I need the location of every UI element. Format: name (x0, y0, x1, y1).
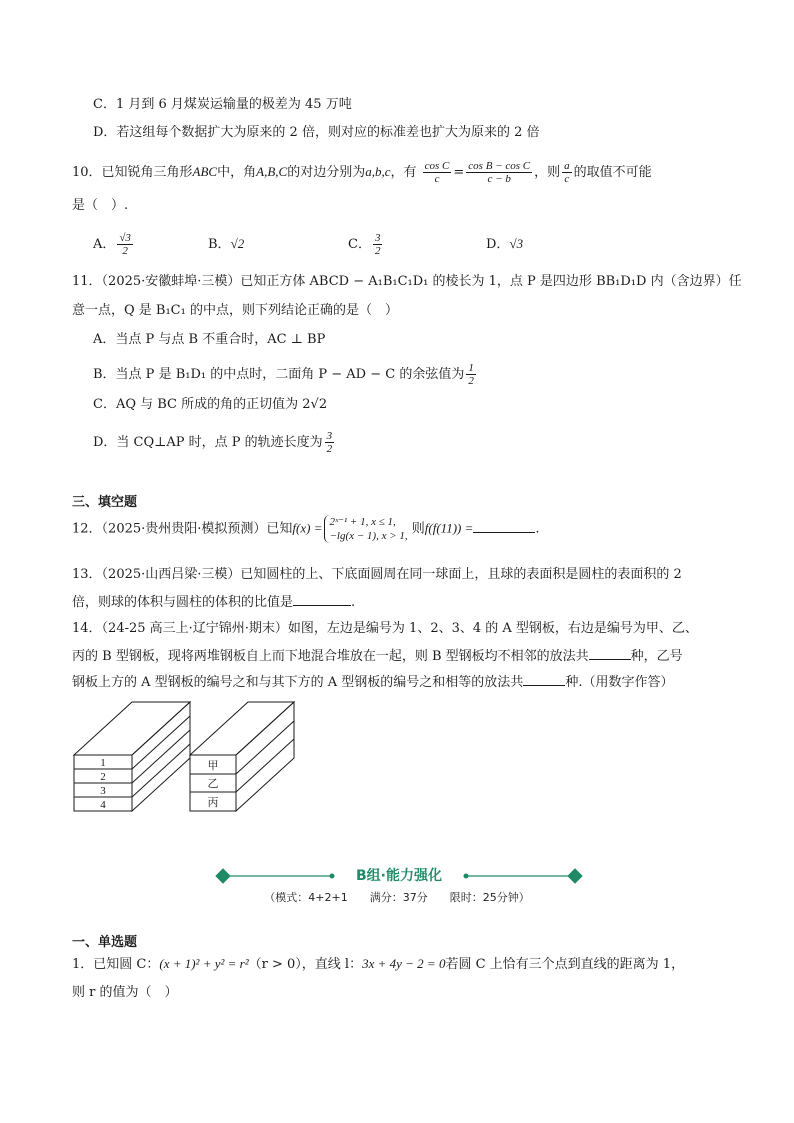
b1-circle-equation: (x + 1)² + y² = r² (159, 956, 249, 971)
q10-option-b: B．√2 (208, 236, 245, 252)
q10-sides: a,b,c (365, 164, 391, 179)
q10-stem-text-e: ，则 (534, 165, 561, 180)
section-banner (214, 866, 584, 886)
right-plate-label-bing: 丙 (207, 797, 219, 809)
q14-stem-line3: 钢板上方的 A 型钢板的编号之和与其下方的 A 型钢板的编号之和相等的放法共 种.（用数字作答） (72, 675, 674, 690)
q10-stem (72, 160, 652, 185)
q12-answer-blank[interactable] (473, 532, 535, 533)
q11-option-c: C．AQ 与 BC 所成的角的正切值为 2√2 (93, 397, 328, 412)
q12-stem: 12．（2025·贵州贵阳·模拟预测）已知f(x) = 2ˣ⁻¹ + 1, x ≤ 1, −lg(x − 1), x > 1, 则f(f(11)) = . (72, 516, 540, 542)
left-plate-label-4: 4 (100, 799, 106, 811)
q11-option-d: D．当 CQ⊥AP 时，点 P 的轨迹长度为 $\frac{3}{2}$ (93, 430, 333, 455)
q10-stem-text-d: ，有 (390, 165, 417, 180)
section-title-single-choice: 一、单选题 (72, 935, 138, 950)
q10-triangle: ABC (192, 164, 218, 179)
b1-stem-line2: 则 r 的值为（ ） (72, 985, 178, 1000)
b1-stem-line1: 1．已知圆 C：(x + 1)² + y² = r²（r > 0），直线 l：3x + 4y − 2 = 0若圆 C 上恰有三个点到直线的距离为 1， (72, 956, 685, 972)
q10-fraction-2: $\frac{\text{cos B − cos C}}{c - b}$ (468, 160, 531, 185)
left-plate-label-2: 2 (100, 771, 106, 783)
q14-answer-blank-2[interactable] (523, 685, 565, 686)
q9-option-d: D．若这组每个数据扩大为原来的 2 倍，则对应的标准差也扩大为原来的 2 倍 (93, 125, 540, 140)
q10-option-c: C． $\frac{3}{2}$ (348, 232, 381, 257)
q11-option-b: B．当点 P 是 B₁D₁ 的中点时，二面角 P − AD − C 的余弦值为 $\frac{1}{2}$ (93, 362, 474, 387)
left-plate-label-3: 3 (100, 785, 106, 797)
q10-option-d: D．√3 (486, 236, 524, 252)
q14-stem-line1: 14．（24-25 高三上·辽宁锦州·期末）如图，左边是编号为 1、2、3、4 的 A 型钢板，右边是编号为甲、乙、 (72, 621, 698, 636)
q10-stem-text-c: 的对边分别为 (287, 165, 366, 180)
q12-function-name: f(x) = (292, 520, 323, 536)
right-plate-label-yi: 乙 (207, 778, 219, 790)
right-stack-side-face (236, 702, 294, 811)
q13-stem-line2: 倍，则球的体积与圆柱的体积的比值是 . (72, 595, 356, 610)
banner-subtitle: （模式：4+2+1 满分：37分 限时：25分钟） (264, 891, 530, 904)
q10-stem-text-b: 中，角 (217, 165, 257, 180)
q10-angles: A,B,C (256, 164, 288, 179)
q10-stem-text-a: 10．已知锐角三角形 (72, 165, 193, 180)
q12-expression: f(f(11)) = (424, 520, 474, 536)
q14-stem-line2: 丙的 B 型钢板，现将两堆钢板自上而下地混合堆放在一起，则 B 型钢板均不相邻的放法共 种，乙号 (72, 649, 683, 664)
q14-answer-blank-1[interactable] (589, 659, 631, 660)
q11-stem-line2: 意一点，Q 是 B₁C₁ 的中点，则下列结论正确的是（ ） (72, 303, 398, 318)
left-plate-label-1: 1 (100, 757, 106, 769)
q10-stem-end: 是（ ）. (72, 198, 129, 213)
q14-steel-plates-figure (72, 700, 302, 820)
q13-answer-blank[interactable] (293, 605, 351, 606)
q10-equals: = (453, 165, 465, 180)
q11-stem-line1: 11．（2025·安徽蚌埠·三模）已知正方体 ABCD − A₁B₁C₁D₁ 的棱长为 1，点 P 是四边形 BB₁D₁D 内（含边界）任 (72, 274, 742, 289)
b1-line-equation: 3x + 4y − 2 = 0 (362, 956, 446, 971)
q10-option-a: A． $\frac{√3}{2}$ (93, 232, 131, 257)
section-title-fill-in: 三、填空题 (72, 495, 138, 510)
q11-option-a: A．当点 P 与点 B 不重合时，AC ⊥ BP (93, 332, 326, 347)
q10-fraction-1: $\frac{\text{cos C}}{c}$ (424, 160, 450, 185)
q13-stem-line1: 13．（2025·山西吕梁·三模）已知圆柱的上、下底面圆周在同一球面上，且球的表面积是圆柱的表面积的 2 (72, 567, 682, 582)
q10-stem-text-f: 的取值不可能 (573, 165, 652, 180)
banner-title: B组·能力强化 (356, 868, 442, 884)
right-plate-label-jia: 甲 (207, 760, 219, 772)
right-stack-top-face (190, 702, 294, 755)
left-stack-top-face (74, 702, 190, 755)
q9-option-c: C．1 月到 6 月煤炭运输量的极差为 45 万吨 (93, 97, 352, 112)
q12-piecewise: 2ˣ⁻¹ + 1, x ≤ 1, −lg(x − 1), x > 1, (324, 515, 407, 543)
q10-fraction-3: $\frac{a}{c}$ (564, 160, 570, 185)
